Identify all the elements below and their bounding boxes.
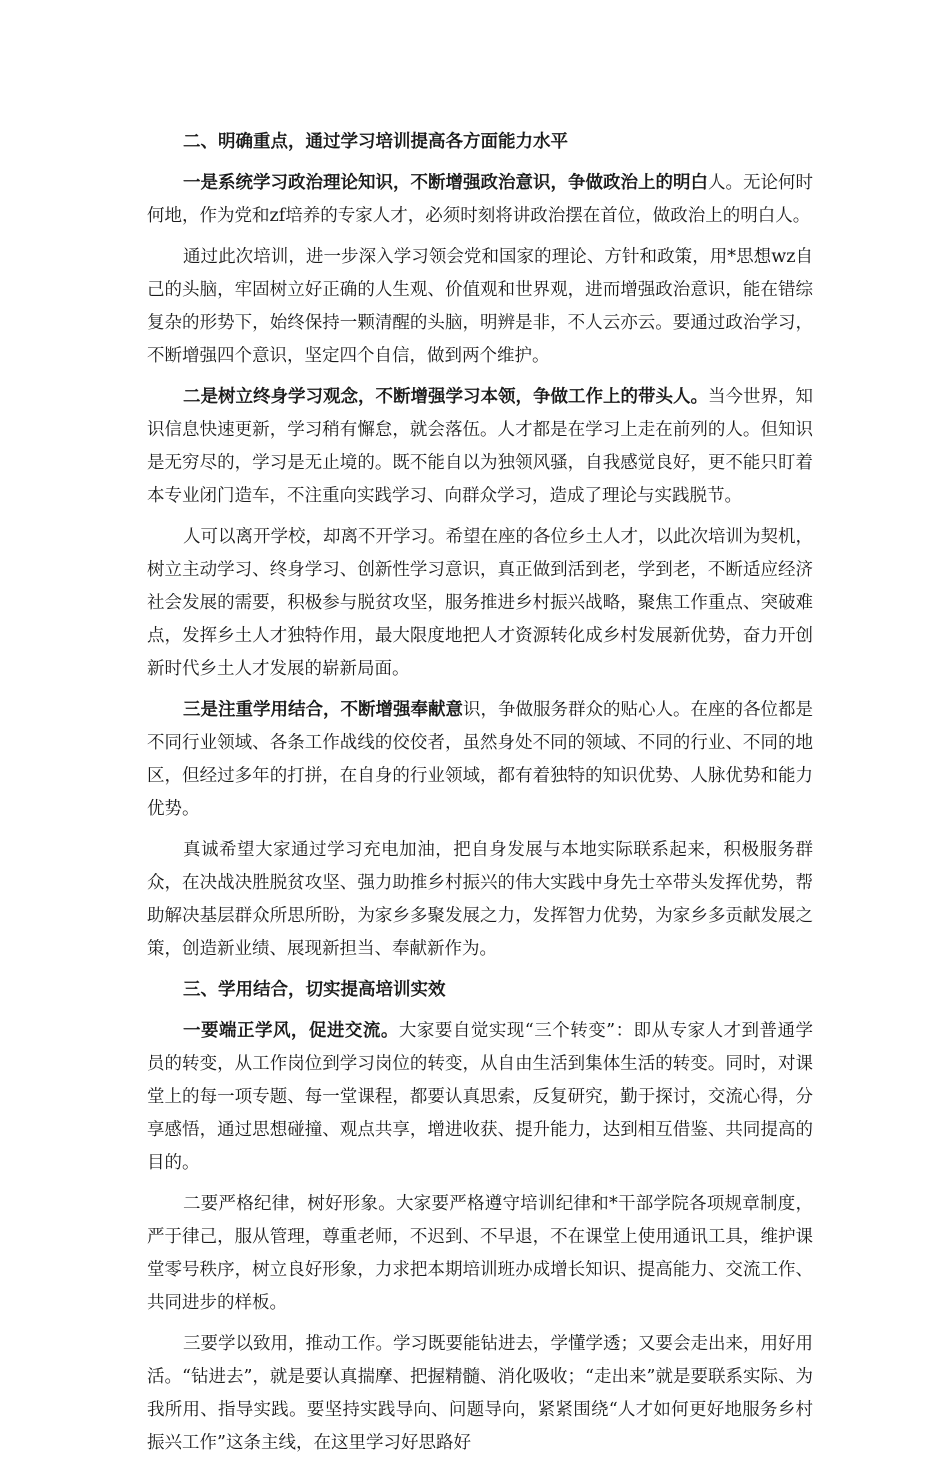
paragraph xyxy=(147,381,813,513)
paragraph-text: 大家要自觉实现“三个转变”：即从专家人才到普通学员的转变，从工作岗位到学习岗位的转变，从自由生活到集体生活的转变。同时，对课堂上的每一项专题、每一堂课程，都要认真思索，反复研究，勤于探讨，交流心得，分享感悟，通过思想碰撞、观点共享，增进收获、提升能力，达到相互借鉴、共同提高的目的。 xyxy=(147,1021,813,1173)
paragraph-text: 三要学以致用，推动工作。学习既要能钻进去，学懂学透；又要会走出来，用好用活。“钻进去”，就是要认真揣摩、把握精髓、消化吸收；“走出来”就是要联系实际、为我所用、指导实践。要坚持实践导向、问题导向，紧紧围绕“人才如何更好地服务乡村振兴工作”这条主线，在这里学习好思路好 xyxy=(147,1334,813,1453)
section-heading: 二、明确重点，通过学习培训提高各方面能力水平 xyxy=(183,132,568,152)
paragraph-lead: 三是注重学用结合，不断增强奉献意 xyxy=(183,700,463,720)
paragraph xyxy=(147,1015,813,1180)
document-body xyxy=(147,126,813,1468)
section-heading: 三、学用结合，切实提高培训实效 xyxy=(183,980,446,1000)
paragraph xyxy=(147,694,813,826)
paragraph xyxy=(147,834,813,966)
paragraph-text: 真诚希望大家通过学习充电加油，把自身发展与本地实际联系起来，积极服务群众，在决战决胜脱贫攻坚、强力助推乡村振兴的伟大实践中身先士卒带头发挥优势，帮助解决基层群众所思所盼，为家乡多聚发展之力，发挥智力优势，为家乡多贡献发展之策，创造新业绩、展现新担当、奉献新作为。 xyxy=(147,840,813,959)
paragraph xyxy=(147,1328,813,1460)
paragraph xyxy=(147,521,813,686)
paragraph xyxy=(147,1188,813,1320)
paragraph-text: 识，争做服务群众的贴心人。在座的各位都是不同行业领域、各条工作战线的佼佼者，虽然身处不同的领域、不同的行业、不同的地区，但经过多年的打拼，在自身的行业领域，都有着独特的知识优势、人脉优势和能力优势。 xyxy=(147,700,813,819)
paragraph-text: 人。无论何时何地，作为党和zf培养的专家人才，必须时刻将讲政治摆在首位，做政治上的明白人。 xyxy=(147,173,813,226)
paragraph xyxy=(147,241,813,373)
paragraph-lead: 二是树立终身学习观念，不断增强学习本领，争做工作上的带头人。 xyxy=(183,387,708,407)
paragraph-text: 人可以离开学校，却离不开学习。希望在座的各位乡土人才，以此次培训为契机，树立主动学习、终身学习、创新性学习意识，真正做到活到老，学到老，不断适应经济社会发展的需要，积极参与脱贫攻坚，服务推进乡村振兴战略，聚焦工作重点、突破难点，发挥乡土人才独特作用，最大限度地把人才资源转化成乡村发展新优势，奋力开创新时代乡土人才发展的崭新局面。 xyxy=(147,527,813,679)
paragraph xyxy=(147,167,813,233)
paragraph-text: 当今世界，知识信息快速更新，学习稍有懈怠，就会落伍。人才都是在学习上走在前列的人。但知识是无穷尽的，学习是无止境的。既不能自以为独领风骚，自我感觉良好，更不能只盯着本专业闭门造车，不注重向实践学习、向群众学习，造成了理论与实践脱节。 xyxy=(147,387,813,506)
paragraph-lead: 一是系统学习政治理论知识，不断增强政治意识，争做政治上的明白 xyxy=(183,173,708,193)
paragraph-text: 通过此次培训，进一步深入学习领会党和国家的理论、方针和政策，用*思想wz自己的头脑，牢固树立好正确的人生观、价值观和世界观，进而增强政治意识，能在错综复杂的形势下，始终保持一颗清醒的头脑，明辨是非，不人云亦云。要通过政治学习，不断增强四个意识，坚定四个自信，做到两个维护。 xyxy=(147,247,813,366)
paragraph-lead: 一要端正学风，促进交流。 xyxy=(183,1021,399,1041)
paragraph-text: 二要严格纪律，树好形象。大家要严格遵守培训纪律和*干部学院各项规章制度，严于律己，服从管理，尊重老师，不迟到、不早退，不在课堂上使用通讯工具，维护课堂零号秩序，树立良好形象，力求把本期培训班办成增长知识、提高能力、交流工作、共同进步的样板。 xyxy=(147,1194,813,1313)
